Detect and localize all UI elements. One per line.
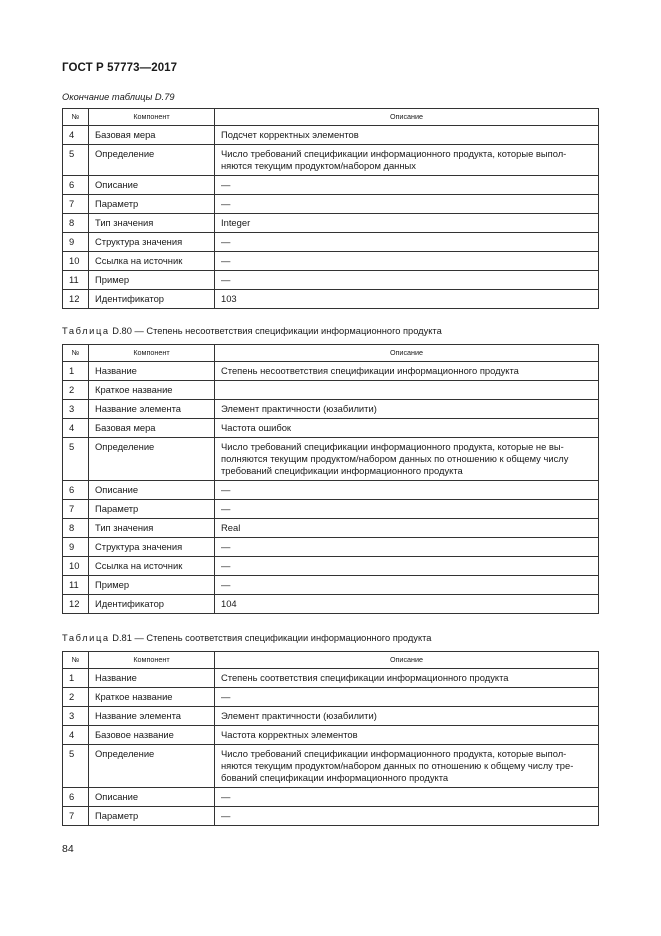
row-description: Подсчет корректных элементов (215, 126, 599, 145)
table-row (63, 576, 599, 595)
row-description: — (215, 195, 599, 214)
row-number: 2 (63, 688, 89, 707)
table-caption-d80 (62, 326, 442, 336)
row-component: Краткое название (89, 381, 215, 400)
row-component: Базовое название (89, 726, 215, 745)
row-description: Частота ошибок (215, 419, 599, 438)
row-description: Степень несоответствия спецификации информационного продукта (215, 362, 599, 381)
table-d79 (62, 108, 599, 309)
row-description: Integer (215, 214, 599, 233)
row-description: Элемент практичности (юзабилити) (215, 400, 599, 419)
table-caption-d79: Окончание таблицы D.79 (62, 92, 175, 102)
row-component: Параметр (89, 195, 215, 214)
row-description: Real (215, 519, 599, 538)
row-description: Число требований спецификации информационного продукта, которые выпол-няются текущим продуктом/набором данных (215, 145, 599, 176)
row-number: 6 (63, 788, 89, 807)
row-component: Название (89, 362, 215, 381)
row-number: 3 (63, 400, 89, 419)
row-number: 4 (63, 126, 89, 145)
col-description-header: Описание (215, 652, 599, 669)
row-description: Число требований спецификации информационного продукта, которые не вы-полняются текущим продуктом/набором данных по отношению к общему числу требований спецификации информационного продукта (215, 438, 599, 481)
row-number: 2 (63, 381, 89, 400)
row-number: 12 (63, 290, 89, 309)
page-number: 84 (62, 843, 74, 855)
row-description: Число требований спецификации информационного продукта, которые выпол-няются текущим продуктом/набором данных по отношению к общему числу тре-бований спецификации информационного продукта (215, 745, 599, 788)
table-row (63, 538, 599, 557)
row-component: Ссылка на источник (89, 557, 215, 576)
table-row (63, 214, 599, 233)
table-d80 (62, 344, 599, 614)
col-number-header: № (63, 345, 89, 362)
table-header-row (63, 345, 599, 362)
table-row (63, 745, 599, 788)
row-description: — (215, 807, 599, 826)
row-description: Частота корректных элементов (215, 726, 599, 745)
row-component: Определение (89, 745, 215, 788)
table-row (63, 419, 599, 438)
col-number-header: № (63, 652, 89, 669)
row-component: Структура значения (89, 538, 215, 557)
row-component: Базовая мера (89, 419, 215, 438)
row-component: Идентификатор (89, 595, 215, 614)
table-row (63, 726, 599, 745)
row-component: Описание (89, 788, 215, 807)
table-row (63, 688, 599, 707)
row-number: 9 (63, 538, 89, 557)
col-number-header: № (63, 109, 89, 126)
row-component: Название (89, 669, 215, 688)
caption-text: D.81 — Степень соответствия спецификации информационного продукта (112, 633, 432, 643)
row-number: 10 (63, 252, 89, 271)
col-description-header: Описание (215, 109, 599, 126)
row-description: — (215, 271, 599, 290)
row-description: — (215, 538, 599, 557)
row-component: Краткое название (89, 688, 215, 707)
table-row (63, 807, 599, 826)
row-component: Описание (89, 176, 215, 195)
row-description: 104 (215, 595, 599, 614)
table-row (63, 176, 599, 195)
row-component: Тип значения (89, 519, 215, 538)
row-component: Название элемента (89, 707, 215, 726)
row-component: Параметр (89, 807, 215, 826)
row-component: Описание (89, 481, 215, 500)
table-row (63, 233, 599, 252)
table-row (63, 557, 599, 576)
row-number: 5 (63, 438, 89, 481)
row-number: 12 (63, 595, 89, 614)
row-number: 7 (63, 500, 89, 519)
table-caption-d81 (62, 633, 431, 643)
row-component: Название элемента (89, 400, 215, 419)
row-component: Пример (89, 271, 215, 290)
table-row (63, 438, 599, 481)
row-number: 10 (63, 557, 89, 576)
table-row (63, 145, 599, 176)
row-component: Ссылка на источник (89, 252, 215, 271)
row-component: Определение (89, 145, 215, 176)
row-description: — (215, 500, 599, 519)
caption-label: Таблица (62, 633, 110, 643)
row-description: 103 (215, 290, 599, 309)
table-row (63, 362, 599, 381)
row-number: 4 (63, 419, 89, 438)
row-number: 5 (63, 745, 89, 788)
row-component: Параметр (89, 500, 215, 519)
row-description: — (215, 252, 599, 271)
row-number: 5 (63, 145, 89, 176)
table-row (63, 595, 599, 614)
row-component: Идентификатор (89, 290, 215, 309)
row-number: 9 (63, 233, 89, 252)
row-number: 6 (63, 176, 89, 195)
row-description: — (215, 576, 599, 595)
row-number: 7 (63, 807, 89, 826)
row-number: 7 (63, 195, 89, 214)
row-description: — (215, 688, 599, 707)
table-d81 (62, 651, 599, 826)
table-row (63, 707, 599, 726)
row-number: 1 (63, 669, 89, 688)
table-row (63, 381, 599, 400)
caption-label: Таблица (62, 326, 110, 336)
table-row (63, 290, 599, 309)
row-number: 11 (63, 271, 89, 290)
table-row (63, 481, 599, 500)
table-header-row (63, 109, 599, 126)
row-component: Структура значения (89, 233, 215, 252)
row-number: 8 (63, 214, 89, 233)
table-row (63, 252, 599, 271)
row-number: 11 (63, 576, 89, 595)
row-component: Тип значения (89, 214, 215, 233)
row-number: 6 (63, 481, 89, 500)
caption-text: D.80 — Степень несоответствия спецификации информационного продукта (112, 326, 442, 336)
table-row (63, 271, 599, 290)
standard-code: ГОСТ Р 57773—2017 (62, 62, 178, 74)
row-description: Элемент практичности (юзабилити) (215, 707, 599, 726)
row-component: Определение (89, 438, 215, 481)
row-number: 1 (63, 362, 89, 381)
row-description: — (215, 557, 599, 576)
table-row (63, 126, 599, 145)
table-row (63, 400, 599, 419)
row-description: — (215, 481, 599, 500)
row-component: Пример (89, 576, 215, 595)
row-description: Степень соответствия спецификации информационного продукта (215, 669, 599, 688)
table-header-row (63, 652, 599, 669)
col-component-header: Компонент (89, 109, 215, 126)
row-number: 8 (63, 519, 89, 538)
table-row (63, 500, 599, 519)
table-row (63, 788, 599, 807)
row-number: 4 (63, 726, 89, 745)
row-description (215, 381, 599, 400)
table-row (63, 195, 599, 214)
col-component-header: Компонент (89, 652, 215, 669)
row-description: — (215, 176, 599, 195)
row-component: Базовая мера (89, 126, 215, 145)
row-description: — (215, 233, 599, 252)
col-description-header: Описание (215, 345, 599, 362)
table-row (63, 669, 599, 688)
table-row (63, 519, 599, 538)
row-description: — (215, 788, 599, 807)
row-number: 3 (63, 707, 89, 726)
col-component-header: Компонент (89, 345, 215, 362)
